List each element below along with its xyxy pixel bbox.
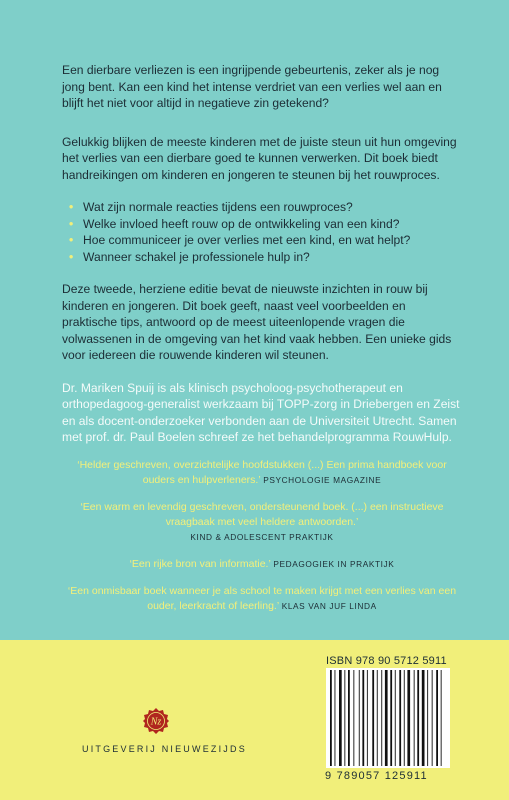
isbn-digits: 9 789057 125911 [325, 770, 428, 782]
list-item: • Welke invloed heeft rouw op de ontwikkeling van een kind? [69, 216, 400, 231]
publisher-logo-icon [142, 707, 170, 735]
bullet-icon: • [69, 216, 74, 231]
author-bio: Dr. Mariken Spuij is als klinisch psycholoog-psychotherapeut en orthopedagoog-generalist werkzaam bij TOPP-zorg in Driebergen en Zeist en als docent-onderzoeker verbonden aan de Universiteit Utrecht. Samen met prof. dr. Paul Boelen schreef ze het behandelprogramma RouwHulp. [62, 380, 460, 444]
third-paragraph: Deze tweede, herziene editie bevat de nieuwste inzichten in rouw bij kinderen en jongeren. Dit boek geeft, naast veel voorbeelden en praktische tips, antwoord op de meest uiteenlopende vragen die volwassenen in de omgeving van het kind vaak hebben. Een unieke gids voor iedereen die rouwende kinderen wil steunen. [62, 282, 452, 362]
bullet-icon: • [69, 200, 74, 214]
review-source: KLAS VAN JUF LINDA [281, 601, 377, 611]
review-source: PEDAGOGIEK IN PRAKTIJK [273, 559, 395, 569]
bullet-icon: • [69, 249, 74, 264]
review-quote: ‘Een onmisbaar boek wanneer je als school te maken krijgt met een verlies van een ouder, leerkracht of leerling.’ KLAS VAN JUF LINDA [67, 585, 457, 612]
list-item: • Wanneer schakel je professionele hulp in? [69, 249, 310, 264]
second-paragraph: Gelukkig blijken de meeste kinderen met de juiste steun uit hun omgeving het verlies van een dierbare goed te kunnen verwerken. Dit boek biedt handreikingen om kinderen en jongeren te steunen bij het rouwproces. [62, 134, 457, 182]
intro-paragraph: Een dierbare verliezen is een ingrijpende gebeurtenis, zeker als je nog jong bent. Kan een kind het intense verdriet van een verlies wel aan en blijft het niet voor altijd in negatieve zin getekend? [62, 63, 442, 110]
publisher-name: UITGEVERIJ NIEUWEZIJDS [82, 744, 247, 754]
barcode [326, 668, 450, 768]
blurb-section [62, 62, 462, 462]
review-source: PSYCHOLOGIE MAGAZINE [263, 475, 382, 485]
logo-text: Nz [150, 716, 162, 728]
question-list [62, 199, 462, 265]
list-item: • Hoe communiceer je over verlies met een kind, en wat helpt? [69, 233, 411, 247]
review-quote: ‘Een warm en levendig geschreven, ondersteunend boek. (...) een instructieve vraagbaak met veel heldere antwoorden.’ KIND & ADOLESCENT PRAKTIJK [80, 501, 444, 542]
review-quote: ‘Een rijke bron van informatie.’ PEDAGOGIEK IN PRAKTIJK [129, 558, 395, 570]
list-item: • Wat zijn normale reacties tijdens een rouwproces? [69, 200, 353, 214]
review-quotes [62, 458, 462, 626]
isbn-label: ISBN 978 90 5712 5911 [326, 655, 447, 667]
review-quote: ‘Helder geschreven, overzichtelijke hoofdstukken (...) Een prima handboek voor ouders en hulpverleners.’ PSYCHOLOGIE MAGAZINE [77, 459, 447, 486]
bullet-icon: • [69, 233, 74, 247]
review-source: KIND & ADOLESCENT PRAKTIJK [190, 532, 334, 542]
